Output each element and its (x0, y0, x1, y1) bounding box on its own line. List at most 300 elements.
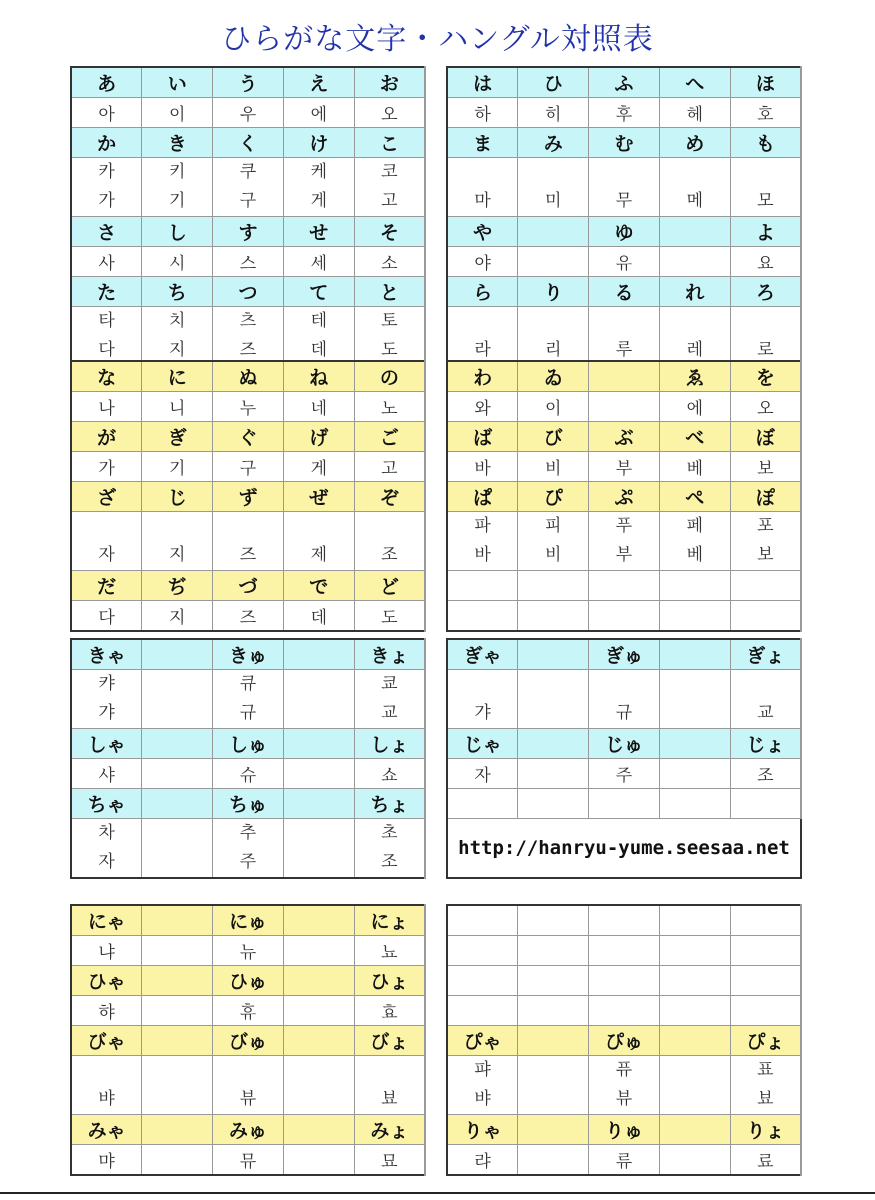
hangul-cell: 오 (354, 98, 425, 128)
kana-cell: ぎ (142, 422, 213, 452)
hangul-cell: 유 (589, 247, 660, 277)
hangul-row (447, 1056, 801, 1115)
kana-cell: ぷ (589, 482, 660, 512)
kana-cell: も (730, 128, 801, 158)
kana-cell: こ (354, 128, 425, 158)
hangul-cell: 랴 (447, 1145, 518, 1176)
kana-cell: ぱ (447, 482, 518, 512)
hangul-cell: 뇨 (354, 936, 425, 966)
kana-cell: き (142, 128, 213, 158)
hangul-cell (518, 670, 589, 729)
hangul-cell (659, 996, 730, 1026)
hangul-cell (283, 670, 354, 729)
kana-cell (142, 729, 213, 759)
kana-cell: みゃ (71, 1115, 142, 1145)
hangul-cell: 즈 (213, 512, 284, 571)
kana-row (71, 905, 425, 936)
kana-cell (659, 729, 730, 759)
kana-cell: は (447, 67, 518, 98)
hangul-row (71, 452, 425, 482)
hangul-cell: 먀 (71, 1145, 142, 1176)
kana-row (447, 217, 801, 247)
kana-row (71, 966, 425, 996)
hangul-cell: 나 (71, 392, 142, 422)
kana-cell (283, 1115, 354, 1145)
hangul-cell (447, 571, 518, 601)
kana-cell: ね (283, 361, 354, 392)
kana-cell (283, 905, 354, 936)
hangul-cell: 뷰 (213, 1056, 284, 1115)
kana-cell: え (283, 67, 354, 98)
hangul-cell (730, 936, 801, 966)
hangul-cell: 퍄 뱌 (447, 1056, 518, 1115)
hangul-cell: 헤 (659, 98, 730, 128)
hangul-row (447, 789, 801, 819)
kana-cell: ぎゅ (589, 639, 660, 670)
hangul-cell: 가 (71, 452, 142, 482)
hangul-cell: 무 (589, 158, 660, 217)
hangul-cell: 히 (518, 98, 589, 128)
hangul-cell: 지 (142, 601, 213, 632)
hangul-cell: 메 (659, 158, 730, 217)
kana-cell (518, 729, 589, 759)
kana-row (71, 789, 425, 819)
kana-cell: か (71, 128, 142, 158)
hangul-cell (659, 247, 730, 277)
hangul-row (447, 452, 801, 482)
hangul-cell: 초 조 (354, 819, 425, 879)
hangul-row (447, 996, 801, 1026)
kana-row (447, 422, 801, 452)
kana-cell: りょ (730, 1115, 801, 1145)
hangul-row (447, 247, 801, 277)
hangul-cell (659, 905, 730, 936)
hangul-cell: 카 가 (71, 158, 142, 217)
kana-cell: お (354, 67, 425, 98)
kana-cell: ぽ (730, 482, 801, 512)
kana-row (71, 422, 425, 452)
hangul-cell: 쇼 (354, 759, 425, 789)
hangul-cell (142, 670, 213, 729)
hangul-cell: 차 자 (71, 819, 142, 879)
kana-row (447, 482, 801, 512)
kana-row (71, 571, 425, 601)
hangul-cell: 데 (283, 601, 354, 632)
hangul-cell (659, 1056, 730, 1115)
chart-block-gya-jo (446, 638, 802, 879)
chart-block-pya-ryo (446, 904, 802, 1176)
kana-cell: ひゃ (71, 966, 142, 996)
hangul-row (447, 512, 801, 571)
hangul-cell: 부 (589, 452, 660, 482)
kana-cell: りゅ (589, 1115, 660, 1145)
hangul-cell: 휴 (213, 996, 284, 1026)
hangul-cell: 파 바 (447, 512, 518, 571)
hangul-cell: 에 (283, 98, 354, 128)
kana-cell: ら (447, 277, 518, 307)
hangul-cell (589, 601, 660, 632)
hangul-cell (659, 571, 730, 601)
hangul-row (447, 601, 801, 632)
hangul-cell: 코 고 (354, 158, 425, 217)
hangul-cell: 니 (142, 392, 213, 422)
page-bottom-rule (0, 1192, 875, 1194)
kana-row (447, 67, 801, 98)
hangul-cell: 뱌 (71, 1056, 142, 1115)
hangul-row (71, 307, 425, 367)
kana-cell: へ (659, 67, 730, 98)
kana-cell: つ (213, 277, 284, 307)
hangul-cell: 마 (447, 158, 518, 217)
kana-cell: じゅ (589, 729, 660, 759)
kana-cell: きゅ (213, 639, 284, 670)
hangul-cell: 조 (354, 512, 425, 571)
hangul-cell: 테 데 (283, 307, 354, 367)
hangul-cell: 료 (730, 1145, 801, 1176)
kana-cell (283, 966, 354, 996)
kana-cell: みゅ (213, 1115, 284, 1145)
hangul-cell (730, 789, 801, 819)
kana-cell: だ (71, 571, 142, 601)
hangul-cell (518, 966, 589, 996)
kana-row (447, 361, 801, 392)
kana-cell: ぺ (659, 482, 730, 512)
kana-cell: ゑ (659, 361, 730, 392)
hangul-cell: 류 (589, 1145, 660, 1176)
hangul-cell: 에 (659, 392, 730, 422)
hangul-row (71, 1145, 425, 1176)
kana-cell: ぎゃ (447, 639, 518, 670)
hangul-cell: 하 (447, 98, 518, 128)
hangul-cell: 뮤 (213, 1145, 284, 1176)
hangul-cell: 노 (354, 392, 425, 422)
kana-cell (283, 1026, 354, 1056)
hangul-cell (283, 1145, 354, 1176)
kana-cell: ぐ (213, 422, 284, 452)
kana-cell: ま (447, 128, 518, 158)
hangul-cell (730, 966, 801, 996)
kana-cell: ゆ (589, 217, 660, 247)
kana-cell: ぼ (730, 422, 801, 452)
hangul-row (71, 819, 425, 879)
kana-cell: ち (142, 277, 213, 307)
hangul-cell: 호 (730, 98, 801, 128)
hangul-cell (142, 996, 213, 1026)
hangul-row (71, 996, 425, 1026)
hangul-cell: 루 (589, 307, 660, 367)
hangul-cell (518, 1056, 589, 1115)
hangul-cell: 추 주 (213, 819, 284, 879)
hangul-cell: 햐 (71, 996, 142, 1026)
hangul-cell: 로 (730, 307, 801, 367)
hangul-cell (447, 996, 518, 1026)
page-title: ひらがな文字・ハングル対照表 (221, 22, 654, 57)
hangul-cell (518, 936, 589, 966)
kana-cell: わ (447, 361, 518, 392)
hangul-cell (659, 1145, 730, 1176)
hangul-cell: 페 베 (659, 512, 730, 571)
kana-cell (589, 361, 660, 392)
kana-cell: す (213, 217, 284, 247)
hangul-row (71, 247, 425, 277)
hangul-cell (518, 905, 589, 936)
hangul-row (447, 307, 801, 367)
hangul-cell: 바 (447, 452, 518, 482)
kana-cell: い (142, 67, 213, 98)
hangul-cell: 쿄 교 (354, 670, 425, 729)
kana-cell: に (142, 361, 213, 392)
hangul-cell: 오 (730, 392, 801, 422)
kana-cell (283, 639, 354, 670)
kana-cell: きゃ (71, 639, 142, 670)
kana-cell: ちょ (354, 789, 425, 819)
kana-cell: め (659, 128, 730, 158)
hangul-cell (589, 789, 660, 819)
hangul-cell: 보 (730, 452, 801, 482)
hangul-row (71, 670, 425, 729)
hangul-cell: 캬 갸 (71, 670, 142, 729)
kana-cell: ぶ (589, 422, 660, 452)
hangul-cell: 미 (518, 158, 589, 217)
kana-cell: じ (142, 482, 213, 512)
hangul-cell: 이 (518, 392, 589, 422)
hangul-cell: 자 (71, 512, 142, 571)
kana-cell: ど (354, 571, 425, 601)
kana-cell: ゐ (518, 361, 589, 392)
hangul-cell: 케 게 (283, 158, 354, 217)
kana-row (71, 361, 425, 392)
hangul-cell: 도 (354, 601, 425, 632)
hangul-cell (730, 601, 801, 632)
hangul-row (71, 512, 425, 571)
hangul-row (71, 936, 425, 966)
chart-block-wa-po (446, 360, 802, 632)
hangul-cell (142, 759, 213, 789)
kana-cell: きょ (354, 639, 425, 670)
hangul-cell: 지 (142, 512, 213, 571)
kana-cell: り (518, 277, 589, 307)
kana-cell: ひゅ (213, 966, 284, 996)
hangul-cell: 야 (447, 247, 518, 277)
hangul-cell: 요 (730, 247, 801, 277)
kana-cell: ぴゃ (447, 1026, 518, 1056)
kana-row (447, 128, 801, 158)
chart-block-na-do (70, 360, 426, 632)
hangul-cell: 고 (354, 452, 425, 482)
kana-cell: づ (213, 571, 284, 601)
kana-cell (518, 639, 589, 670)
hangul-cell: 우 (213, 98, 284, 128)
kana-row (71, 217, 425, 247)
hangul-cell: 규 (589, 670, 660, 729)
hangul-cell: 표 뵤 (730, 1056, 801, 1115)
hangul-cell: 레 (659, 307, 730, 367)
kana-cell: け (283, 128, 354, 158)
hangul-cell (283, 759, 354, 789)
hangul-row (447, 571, 801, 601)
hangul-cell: 포 보 (730, 512, 801, 571)
kana-row (71, 729, 425, 759)
hangul-cell: 효 (354, 996, 425, 1026)
hangul-cell: 이 (142, 98, 213, 128)
hangul-cell (447, 905, 518, 936)
hangul-cell: 네 (283, 392, 354, 422)
kana-cell: う (213, 67, 284, 98)
hangul-cell: 주 (589, 759, 660, 789)
kana-cell: ぞ (354, 482, 425, 512)
hangul-cell (518, 1145, 589, 1176)
hangul-cell: 자 (447, 759, 518, 789)
kana-cell: さ (71, 217, 142, 247)
kana-cell: く (213, 128, 284, 158)
hangul-row (447, 98, 801, 128)
kana-cell: ほ (730, 67, 801, 98)
kana-cell: と (354, 277, 425, 307)
kana-cell: ぴゅ (589, 1026, 660, 1056)
hangul-cell (447, 601, 518, 632)
kana-cell: れ (659, 277, 730, 307)
kana-cell: ぴ (518, 482, 589, 512)
kana-row (447, 639, 801, 670)
kana-cell: ひ (518, 67, 589, 98)
hangul-row (447, 158, 801, 217)
hangul-cell (518, 789, 589, 819)
kana-cell: りゃ (447, 1115, 518, 1145)
kana-row (71, 67, 425, 98)
kana-cell: る (589, 277, 660, 307)
hangul-cell (447, 936, 518, 966)
hangul-cell: 세 (283, 247, 354, 277)
hangul-cell: 리 (518, 307, 589, 367)
kana-cell: にょ (354, 905, 425, 936)
kana-cell: ざ (71, 482, 142, 512)
hangul-row (447, 759, 801, 789)
hangul-cell (730, 996, 801, 1026)
hangul-cell: 츠 즈 (213, 307, 284, 367)
hangul-cell (659, 966, 730, 996)
hangul-row (447, 905, 801, 936)
site-url-text: http://hanryu-yume.seesaa.net (447, 819, 801, 879)
kana-cell: ひょ (354, 966, 425, 996)
kana-cell (659, 217, 730, 247)
kana-cell: せ (283, 217, 354, 247)
hangul-row (71, 601, 425, 632)
hangul-cell (518, 759, 589, 789)
kana-cell: ちゃ (71, 789, 142, 819)
kana-cell: み (518, 128, 589, 158)
kana-cell: よ (730, 217, 801, 247)
hangul-cell: 비 (518, 452, 589, 482)
kana-row (71, 639, 425, 670)
hangul-row (447, 392, 801, 422)
hangul-cell (730, 571, 801, 601)
hangul-cell: 교 (730, 670, 801, 729)
chart-block-kya-cho (70, 638, 426, 879)
kana-cell (518, 1026, 589, 1056)
hangul-row (71, 759, 425, 789)
hangul-cell: 라 (447, 307, 518, 367)
kana-cell: が (71, 422, 142, 452)
kana-cell: べ (659, 422, 730, 452)
kana-row (71, 128, 425, 158)
kana-cell: び (518, 422, 589, 452)
hangul-cell (283, 1056, 354, 1115)
kana-cell: しゅ (213, 729, 284, 759)
hangul-cell: 뵤 (354, 1056, 425, 1115)
hangul-cell: 쿠 구 (213, 158, 284, 217)
hangul-cell (518, 247, 589, 277)
hangul-cell (283, 936, 354, 966)
hangul-cell: 모 (730, 158, 801, 217)
kana-row (447, 1115, 801, 1145)
hangul-cell (142, 819, 213, 879)
kana-cell: にゅ (213, 905, 284, 936)
hangul-row (71, 392, 425, 422)
hangul-cell (589, 996, 660, 1026)
hangul-cell: 베 (659, 452, 730, 482)
hangul-cell: 뉴 (213, 936, 284, 966)
hangul-cell (589, 966, 660, 996)
kana-cell: げ (283, 422, 354, 452)
kana-cell: ぎょ (730, 639, 801, 670)
hangul-cell (659, 670, 730, 729)
hangul-cell: 구 (213, 452, 284, 482)
kana-cell (142, 905, 213, 936)
kana-cell: ぢ (142, 571, 213, 601)
hangul-cell: 게 (283, 452, 354, 482)
kana-cell: びゃ (71, 1026, 142, 1056)
hangul-cell: 큐 규 (213, 670, 284, 729)
kana-row (447, 277, 801, 307)
kana-cell: の (354, 361, 425, 392)
kana-cell: ぜ (283, 482, 354, 512)
hangul-row (71, 98, 425, 128)
kana-cell (283, 729, 354, 759)
hangul-cell: 와 (447, 392, 518, 422)
hangul-cell (142, 1145, 213, 1176)
hangul-cell: 기 (142, 452, 213, 482)
hangul-cell: 퓨 뷰 (589, 1056, 660, 1115)
hangul-cell: 사 (71, 247, 142, 277)
hangul-cell: 즈 (213, 601, 284, 632)
kana-cell: じゃ (447, 729, 518, 759)
kana-cell (142, 639, 213, 670)
kana-cell: て (283, 277, 354, 307)
chart-block-ha-ro (446, 66, 802, 367)
hangul-cell: 슈 (213, 759, 284, 789)
hangul-cell: 키 기 (142, 158, 213, 217)
hangul-cell (659, 936, 730, 966)
hangul-row (71, 158, 425, 217)
hangul-cell (589, 571, 660, 601)
hangul-cell (589, 905, 660, 936)
hangul-cell (142, 1056, 213, 1115)
hangul-cell: 스 (213, 247, 284, 277)
kana-cell (142, 966, 213, 996)
hangul-cell: 아 (71, 98, 142, 128)
kana-cell: な (71, 361, 142, 392)
hangul-cell (589, 936, 660, 966)
kana-cell: ば (447, 422, 518, 452)
hangul-cell: 소 (354, 247, 425, 277)
kana-cell (283, 789, 354, 819)
hangul-cell: 누 (213, 392, 284, 422)
kana-cell (659, 1026, 730, 1056)
kana-cell: みょ (354, 1115, 425, 1145)
hangul-cell: 묘 (354, 1145, 425, 1176)
hangul-cell: 제 (283, 512, 354, 571)
kana-cell: ぬ (213, 361, 284, 392)
